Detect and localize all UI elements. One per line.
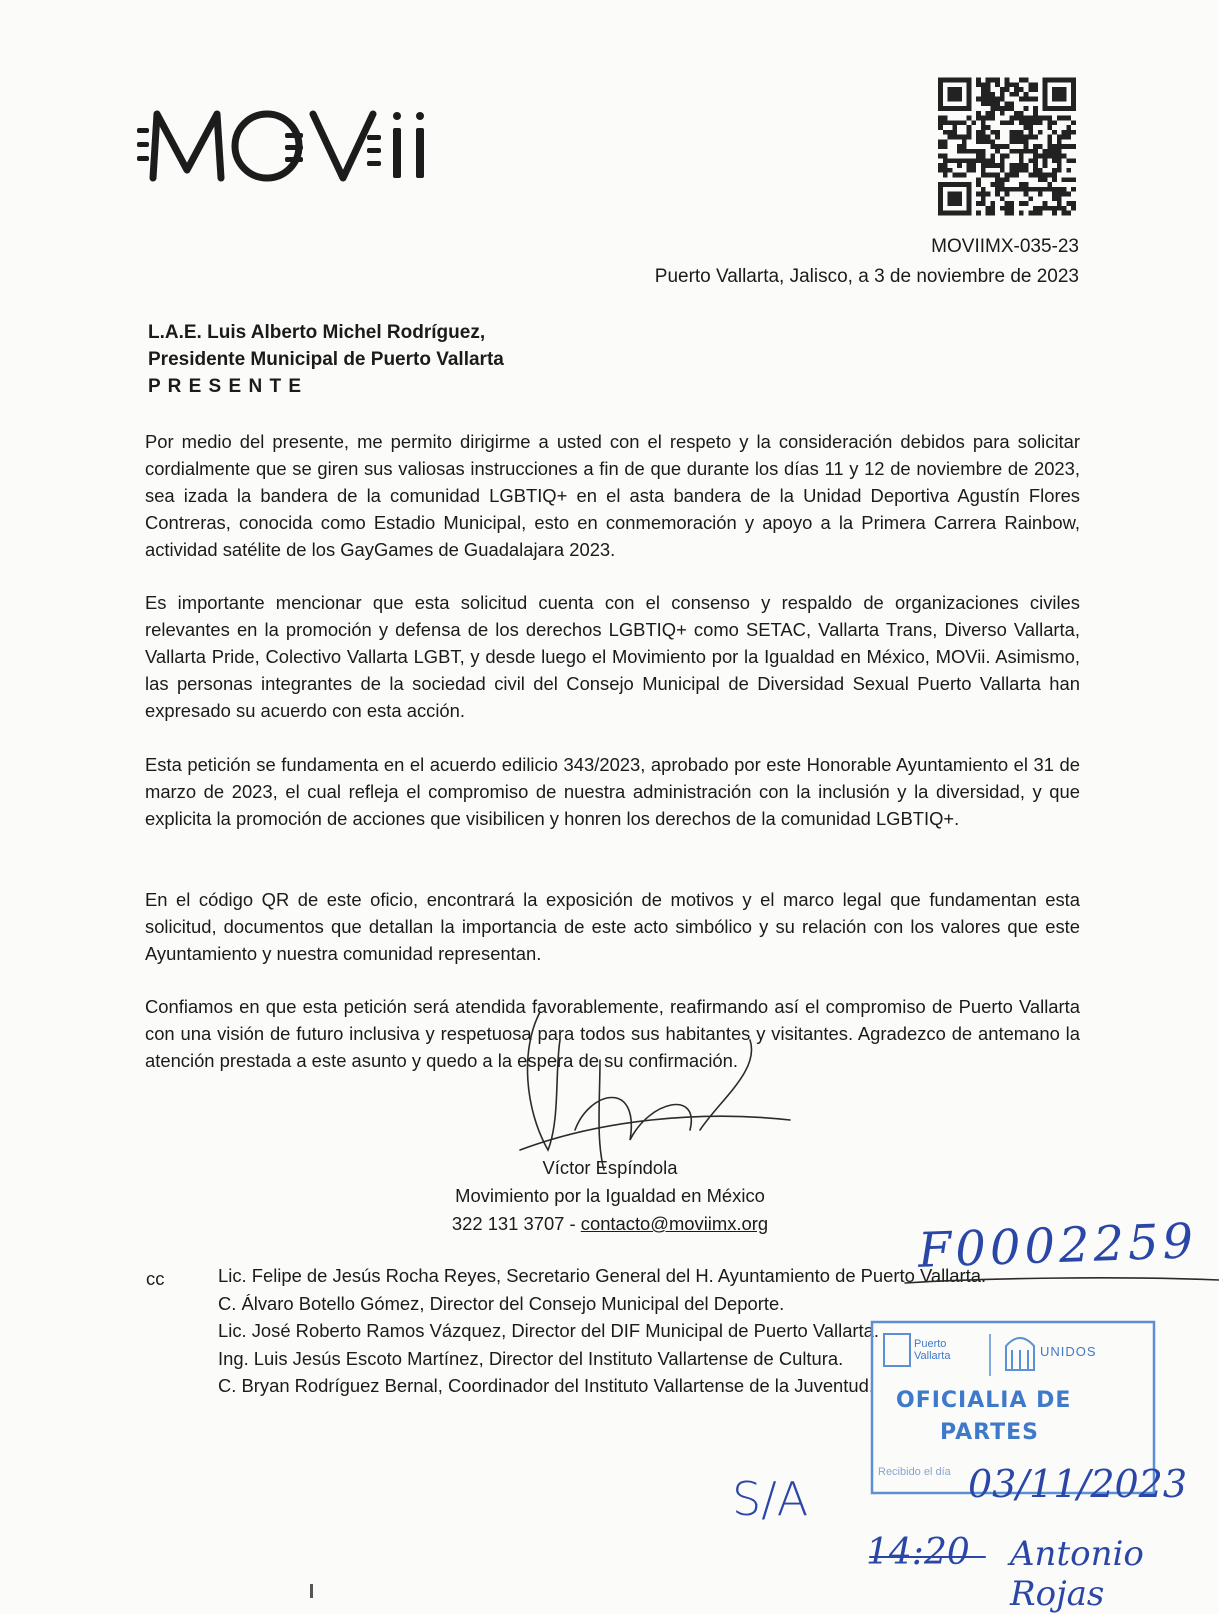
cc-recipient: Lic. José Roberto Ramos Vázquez, Director del DIF Municipal de Puerto Vallarta.: [218, 1320, 879, 1341]
signer-name: Víctor Espíndola: [542, 1157, 678, 1178]
body-paragraph-4: [145, 886, 1080, 967]
cc-recipient: Lic. Felipe de Jesús Rocha Reyes, Secretario General del H. Ayuntamiento de Puerto Vallarta.: [218, 1265, 987, 1286]
paragraph-text: En el código QR de este oficio, encontrará la exposición de motivos y el marco legal que fundamentan esta solicitud, documentos que detallan la importancia de este acto simbólico y su relación con los valores que este Ayuntamiento y nuestra comunidad representan.: [145, 889, 1080, 964]
signer-email[interactable]: contacto@moviimx.org: [580, 1213, 769, 1234]
signer-contact: [400, 1210, 820, 1238]
signer-organization: Movimiento por la Igualdad en México: [455, 1185, 765, 1206]
signer-phone: 322 131 3707 -: [451, 1213, 576, 1234]
stamp-title-line1: OFICIALIA DE: [896, 1388, 1072, 1413]
handwritten-receiver: Antonio Rojas: [1010, 1534, 1144, 1614]
addressee-presente: P R E S E N T E: [148, 376, 303, 397]
handwritten-date: 03/11/2023: [968, 1462, 1188, 1506]
addressee-position: Presidente Municipal de Puerto Vallarta: [148, 349, 504, 370]
paragraph-text: Confiamos en que esta petición será atendida favorablemente, reafirmando así el compromiso de Puerto Vallarta con una visión de futuro inclusiva y respetuosa para todos sus habitantes y visitantes. Agradezco de antemano la atención prestada a este asunto y quedo a la espera de su confirmación.: [145, 996, 1080, 1071]
place-date: Puerto Vallarta, Jalisco, a 3 de noviembre de 2023: [654, 266, 1079, 287]
paragraph-text: Por medio del presente, me permito dirigirme a usted con el respeto y la consideración debidos para solicitar cordialmente que se giren sus valiosas instrucciones a fin de que durante los días 11 y 12 de noviembre de 2023, sea izada la bandera de la comunidad LGBTIQ+ en el asta bandera de la Unidad Deportiva Agustín Flores Contreras, conocida como Estadio Municipal, esto en conmemoración y apoyo a la Primera Carrera Rainbow, actividad satélite de los GayGames de Guadalajara 2023.: [145, 431, 1080, 560]
qr-code[interactable]: [938, 75, 1076, 218]
stamp-logo-left: Puerto Vallarta: [914, 1338, 951, 1362]
reference-number: MOVIIMX-035-23: [931, 236, 1079, 257]
handwritten-folio: F0002259: [917, 1213, 1198, 1279]
paragraph-text: Es importante mencionar que esta solicitud cuenta con el consenso y respaldo de organizaciones civiles relevantes en la promoción y defensa de los derechos LGBTIQ+ como SETAC, Vallarta Trans, Diverso Vallarta, Vallarta Pride, Colectivo Vallarta LGBT, y desde luego el Movimiento por la Igualdad en México, MOVii. Asimismo, las personas integrantes de la sociedad civil del Consejo Municipal de Diversidad Sexual Puerto Vallarta han expresado su acuerdo con esta acción.: [145, 592, 1080, 721]
cc-recipient: Ing. Luis Jesús Escoto Martínez, Director del Instituto Vallartense de Cultura.: [218, 1347, 844, 1369]
stamp-title-line2: PARTES: [940, 1420, 1039, 1445]
body-paragraph-3: [145, 751, 1080, 832]
handwritten-sa: S/A: [732, 1472, 809, 1526]
cc-label: cc: [146, 1268, 165, 1289]
cc-recipient: C. Bryan Rodríguez Bernal, Coordinador del Instituto Vallartense de la Juventud.: [218, 1375, 874, 1396]
handwritten-time: 14:20: [866, 1532, 970, 1573]
movii-logo: [135, 100, 435, 190]
cc-recipient: C. Álvaro Botello Gómez, Director del Consejo Municipal del Deporte.: [218, 1292, 785, 1314]
scan-artifact: [310, 1584, 313, 1598]
body-paragraph-1: [145, 428, 1080, 563]
addressee-name: L.A.E. Luis Alberto Michel Rodríguez,: [148, 322, 486, 343]
signature-block: [400, 1154, 820, 1238]
body-paragraph-5: [145, 993, 1080, 1074]
paragraph-text: Esta petición se fundamenta en el acuerdo edilicio 343/2023, aprobado por este Honorable Ayuntamiento el 31 de marzo de 2023, el cual refleja el compromiso de nuestra administración con la inclusión y la diversidad, y que explicita la promoción de acciones que visibilicen y honren los derechos de la comunidad LGBTIQ+.: [145, 754, 1080, 829]
stamp-received-label: Recibido el día: [878, 1466, 951, 1478]
body-paragraph-2: [145, 589, 1080, 724]
stamp-logo-right: UNIDOS: [1040, 1344, 1097, 1359]
